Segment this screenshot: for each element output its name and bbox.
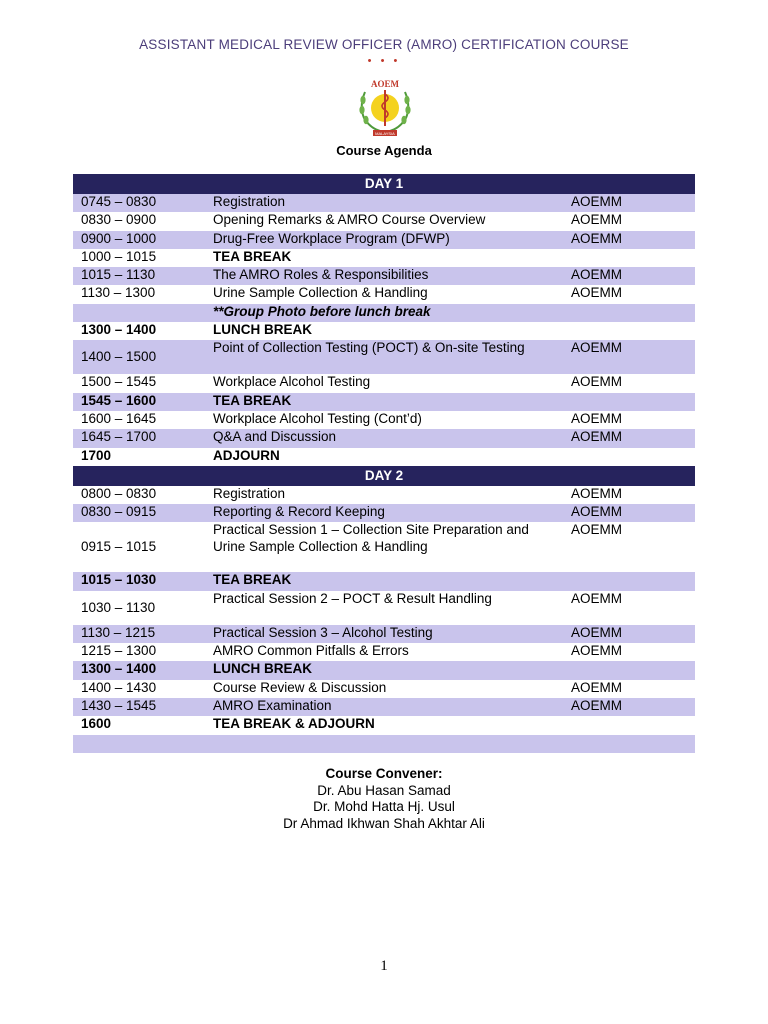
time-cell: 1030 – 1130 bbox=[81, 599, 156, 615]
presenter-cell: AOEMM bbox=[571, 285, 623, 301]
time-cell: 1300 – 1400 bbox=[73, 661, 205, 679]
activity-cell: ADJOURN bbox=[213, 447, 280, 463]
activity-cell: Registration bbox=[205, 194, 563, 212]
presenter-cell: AOEMM bbox=[563, 231, 695, 249]
presenter-cell bbox=[563, 322, 695, 340]
time-cell: 1015 – 1130 bbox=[73, 267, 205, 285]
table-row bbox=[73, 522, 695, 572]
time-cell: 1545 – 1600 bbox=[73, 393, 205, 411]
activity-cell: Urine Sample Collection & Handling bbox=[213, 285, 428, 301]
presenter-cell: AOEMM bbox=[563, 194, 695, 212]
activity-cell: TEA BREAK & ADJOURN bbox=[213, 716, 375, 732]
activity-cell: Course Review & Discussion bbox=[213, 679, 387, 695]
time-cell: 1645 – 1700 bbox=[73, 429, 205, 447]
document-header: ASSISTANT MEDICAL REVIEW OFFICER (AMRO) CERTIFICATION COURSE bbox=[139, 37, 629, 52]
activity-cell: TEA BREAK bbox=[205, 572, 563, 590]
table-row bbox=[73, 212, 695, 230]
activity-cell: Registration bbox=[213, 485, 286, 501]
activity-cell: TEA BREAK bbox=[205, 393, 563, 411]
activity-cell: Opening Remarks & AMRO Course Overview bbox=[213, 212, 486, 228]
table-row bbox=[73, 194, 695, 212]
day-label: DAY 2 bbox=[73, 466, 695, 486]
agenda-title: Course Agenda bbox=[336, 143, 432, 158]
presenter-cell: AOEMM bbox=[563, 504, 695, 522]
convener-name: Dr Ahmad Ikhwan Shah Akhtar Ali bbox=[283, 815, 485, 831]
time-cell: 1400 – 1500 bbox=[73, 340, 205, 374]
course-convener bbox=[0, 766, 768, 832]
presenter-cell bbox=[563, 661, 695, 679]
time-cell: 0800 – 0830 bbox=[81, 485, 157, 501]
activity-cell: Practical Session 1 – Collection Site Preparation and Urine Sample Collection & Handling bbox=[213, 522, 529, 554]
presenter-cell: AOEMM bbox=[571, 485, 623, 501]
table-row bbox=[73, 285, 695, 303]
time-cell: 1015 – 1030 bbox=[73, 572, 205, 590]
day-header bbox=[73, 466, 695, 486]
agenda-table bbox=[73, 174, 695, 753]
time-cell: 1400 – 1430 bbox=[81, 679, 157, 695]
table-row-empty bbox=[73, 735, 695, 753]
time-cell: 1430 – 1545 bbox=[73, 698, 205, 716]
table-row bbox=[73, 249, 695, 267]
table-row bbox=[73, 448, 695, 466]
table-row bbox=[73, 411, 695, 429]
table-row bbox=[73, 393, 695, 411]
time-cell bbox=[73, 304, 205, 322]
presenter-cell: AOEMM bbox=[571, 590, 623, 606]
aoem-logo bbox=[356, 72, 414, 138]
activity-cell: AMRO Examination bbox=[205, 698, 563, 716]
page-number: 1 bbox=[380, 958, 388, 974]
activity-cell: Point of Collection Testing (POCT) & On-site Testing bbox=[205, 340, 563, 374]
presenter-cell bbox=[563, 304, 695, 322]
table-row bbox=[73, 304, 695, 322]
table-row bbox=[73, 231, 695, 249]
time-cell: 1300 – 1400 bbox=[81, 322, 157, 338]
time-cell: 1130 – 1215 bbox=[73, 625, 205, 643]
table-row bbox=[73, 267, 695, 285]
activity-cell: The AMRO Roles & Responsibilities bbox=[205, 267, 563, 285]
time-cell: 1700 bbox=[81, 447, 112, 463]
presenter-cell bbox=[563, 393, 695, 411]
table-row bbox=[73, 661, 695, 679]
presenter-cell: AOEMM bbox=[563, 698, 695, 716]
activity-cell: LUNCH BREAK bbox=[205, 661, 563, 679]
convener-name: Dr. Abu Hasan Samad bbox=[317, 782, 451, 798]
activity-cell: TEA BREAK bbox=[213, 248, 292, 264]
activity-cell: AMRO Common Pitfalls & Errors bbox=[213, 643, 409, 659]
presenter-cell: AOEMM bbox=[571, 679, 623, 695]
time-cell: 1600 bbox=[81, 716, 112, 732]
table-row bbox=[73, 716, 695, 734]
presenter-cell: AOEMM bbox=[563, 625, 695, 643]
decorative-dots: • • • bbox=[367, 55, 401, 67]
day-header bbox=[73, 174, 695, 194]
time-cell: 1215 – 1300 bbox=[81, 643, 157, 659]
activity-cell: Practical Session 3 – Alcohol Testing bbox=[205, 625, 563, 643]
time-cell: 1500 – 1545 bbox=[81, 374, 157, 390]
time-cell: 0745 – 0830 bbox=[73, 194, 205, 212]
activity-cell: Q&A and Discussion bbox=[205, 429, 563, 447]
table-row bbox=[73, 572, 695, 590]
presenter-cell bbox=[563, 249, 695, 267]
activity-cell: Practical Session 2 – POCT & Result Handling bbox=[213, 590, 492, 606]
table-row bbox=[73, 340, 695, 374]
activity-cell: Reporting & Record Keeping bbox=[205, 504, 563, 522]
activity-cell: LUNCH BREAK bbox=[213, 322, 312, 338]
table-row bbox=[73, 374, 695, 392]
convener-name: Dr. Mohd Hatta Hj. Usul bbox=[313, 799, 455, 814]
presenter-cell: AOEMM bbox=[571, 522, 623, 538]
time-cell: 1130 – 1300 bbox=[81, 285, 156, 301]
logo-subtext: MALAYSIA bbox=[375, 131, 395, 136]
presenter-cell: AOEMM bbox=[563, 267, 695, 285]
presenter-cell: AOEMM bbox=[563, 429, 695, 447]
presenter-cell: AOEMM bbox=[571, 212, 623, 228]
time-cell: 0830 – 0915 bbox=[73, 504, 205, 522]
table-row bbox=[73, 680, 695, 698]
presenter-cell: AOEMM bbox=[571, 410, 623, 426]
presenter-cell bbox=[563, 448, 695, 466]
time-cell: 1000 – 1015 bbox=[81, 248, 157, 264]
logo-text: AOEM bbox=[371, 79, 399, 89]
day-label: DAY 1 bbox=[73, 174, 695, 194]
table-row bbox=[73, 643, 695, 661]
table-row bbox=[73, 698, 695, 716]
table-row bbox=[73, 504, 695, 522]
activity-cell: Workplace Alcohol Testing bbox=[213, 374, 371, 390]
table-row bbox=[73, 486, 695, 504]
table-row bbox=[73, 625, 695, 643]
time-cell: 1600 – 1645 bbox=[81, 410, 157, 426]
time-cell: 0900 – 1000 bbox=[73, 231, 205, 249]
table-row bbox=[73, 429, 695, 447]
presenter-cell: AOEMM bbox=[571, 374, 623, 390]
time-cell: 0915 – 1015 bbox=[81, 539, 157, 555]
table-row bbox=[73, 591, 695, 625]
presenter-cell bbox=[563, 572, 695, 590]
activity-cell: Workplace Alcohol Testing (Cont’d) bbox=[213, 410, 422, 426]
activity-cell: Drug-Free Workplace Program (DFWP) bbox=[205, 231, 563, 249]
time-cell: 0830 – 0900 bbox=[81, 212, 157, 228]
presenter-cell: AOEMM bbox=[563, 340, 695, 374]
group-photo-note: **Group Photo before lunch break bbox=[205, 304, 563, 322]
convener-label: Course Convener: bbox=[325, 766, 443, 781]
presenter-cell bbox=[563, 716, 695, 734]
table-row bbox=[73, 322, 695, 340]
presenter-cell: AOEMM bbox=[571, 643, 623, 659]
